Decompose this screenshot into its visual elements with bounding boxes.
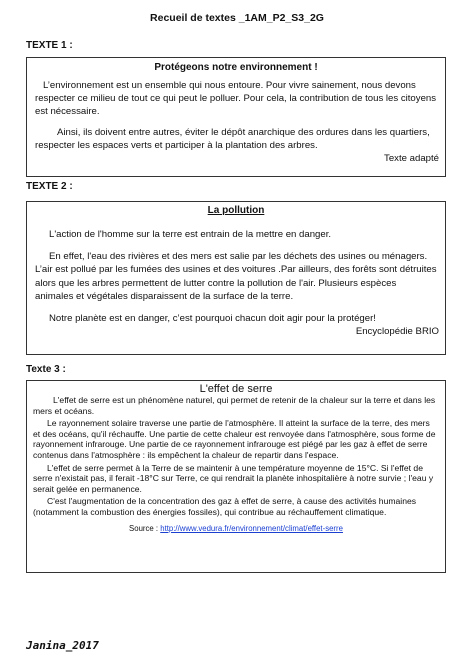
- texte3-source-link[interactable]: http://www.vedura.fr/environnement/climat/effet-serre: [160, 523, 343, 533]
- texte2-paragraph-2: En effet, l'eau des rivières et des mers est salie par les déchets des usines ou ménagers. L’air est pollué par les fumées des usines et des voitures .Par ailleurs, des forêts sont détruites alors que les arbres permettent de lutter contre la pollution de l'air. Plusieurs espèces animales et végétales disparaissent de la surface de la terre.: [35, 251, 437, 302]
- texte3-source-label: Source :: [129, 523, 161, 533]
- texte2-paragraph-1: L'action de l'homme sur la terre est entrain de la mettre en danger.: [49, 229, 332, 240]
- texte3-box: [26, 380, 446, 573]
- texte2-heading: La pollution: [207, 205, 265, 216]
- page-title: Recueil de textes _1AM_P2_S3_2G: [150, 12, 324, 24]
- signature: Janina_2017: [26, 639, 99, 652]
- texte3-label: Texte 3 :: [26, 364, 66, 375]
- texte1-paragraph-1: L’environnement est un ensemble qui nous entoure. Pour vivre sainement, nous devons respecter ce milieu de tout ce qui peut le polluer. Pour cela, la contribution de tous les citoyens est nécessaire.: [35, 80, 437, 118]
- texte3-heading: L'effet de serre: [199, 383, 273, 395]
- texte2-paragraph-3: Notre planète est en danger, c’est pourquoi chacun doit agir pour la protéger!: [49, 313, 376, 325]
- texte1-paragraph-2: Ainsi, ils doivent entre autres, éviter le dépôt anarchique des ordures dans les quartiers, respecter les espaces verts et participer à la plantation des arbres.: [35, 126, 430, 151]
- texte1-credit: Texte adapté: [384, 153, 439, 165]
- texte3-paragraph-3: L'effet de serre permet à la Terre de se maintenir à une température moyenne de 15°C. Si l'effet de serre n'existait pas, il ferait -18°C sur Terre, ce qui rendrait la planète inhospitalière à notre survie ; l'eau y serait gelée en permanence.: [33, 462, 434, 494]
- texte2-credit: Encyclopédie BRIO: [355, 326, 439, 338]
- texte2-label: TEXTE 2 :: [26, 181, 73, 192]
- texte1-box: [26, 57, 446, 177]
- texte3-source: [27, 524, 445, 533]
- texte2-box: [26, 201, 446, 355]
- texte3-paragraph-1: L'effet de serre est un phénomène naturel, qui permet de retenir de la chaleur sur la terre et dans les mers et océans.: [33, 395, 436, 416]
- texte3-paragraph-4: C'est l'augmentation de la concentration des gaz à effet de serre, à cause des activités humaines (notamment la combustion des énergies fossiles), qui contribue au réchauffement climatique.: [33, 496, 417, 517]
- texte1-label: TEXTE 1 :: [26, 40, 73, 51]
- texte1-heading: Protégeons notre environnement !: [154, 62, 318, 73]
- texte3-paragraph-2: Le rayonnement solaire traverse une partie de l'atmosphère. Il atteint la surface de la terre, des mers et des océans, qu'il réchauffe. Une partie de cette chaleur est renvoyée dans l'atmosphère, sous forme de rayonnement infrarouge. Une partie de ce rayonnement infrarouge est piégé par les gaz à effet de serre contenus dans l'atmosphère : ils empêchent la chaleur de repartir dans l'espace.: [33, 418, 436, 460]
